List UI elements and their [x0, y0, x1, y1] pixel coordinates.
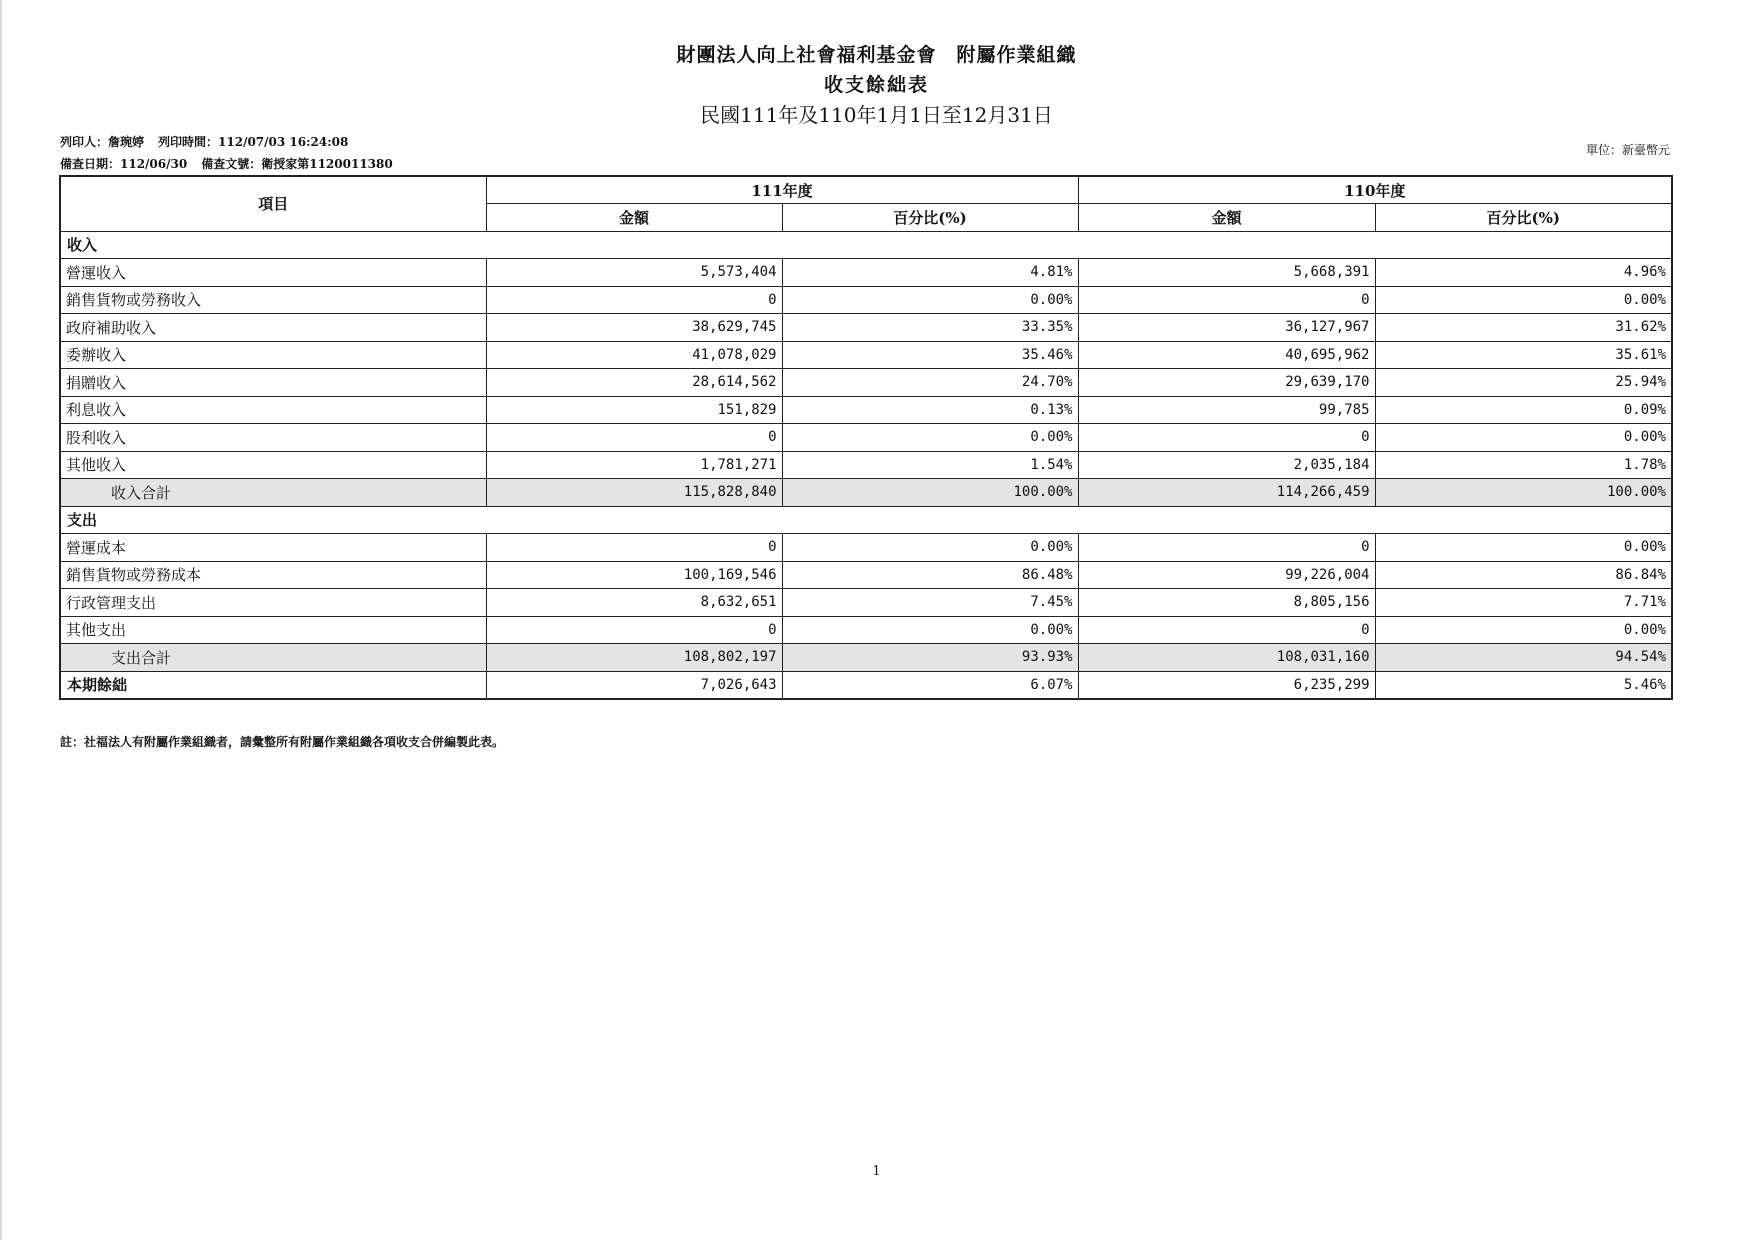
- percent-y1: 24.70%: [782, 369, 1078, 397]
- print-info: [60, 133, 362, 150]
- currency-unit: 單位：新臺幣元: [1585, 143, 1670, 157]
- net-surplus-row: [60, 671, 1672, 699]
- amount-y1: 0: [486, 424, 782, 452]
- table-row: [60, 561, 1672, 589]
- percent-y1: 100.00%: [782, 479, 1078, 507]
- year2-header: 110年度: [1078, 176, 1672, 204]
- amount-y1: 151,829: [486, 396, 782, 424]
- percent-y2: 0.00%: [1375, 286, 1672, 314]
- amount-y2: 2,035,184: [1078, 451, 1375, 479]
- table-row: [60, 534, 1672, 562]
- amount-y1: 38,629,745: [486, 314, 782, 342]
- amount-y2: 114,266,459: [1078, 479, 1375, 507]
- amount-y2: 108,031,160: [1078, 644, 1375, 672]
- table-row: [60, 286, 1672, 314]
- year1-header: 111年度: [486, 176, 1078, 204]
- row-label: 銷售貨物或勞務收入: [60, 286, 486, 314]
- amount-header-y2: 金額: [1078, 204, 1375, 232]
- filing-info: [60, 155, 407, 172]
- expense-section-row: [60, 506, 1672, 534]
- amount-y2: 40,695,962: [1078, 341, 1375, 369]
- percent-y1: 33.35%: [782, 314, 1078, 342]
- percent-header-y1: 百分比(%): [782, 204, 1078, 232]
- percent-y1: 0.00%: [782, 424, 1078, 452]
- percent-y1: 6.07%: [782, 671, 1078, 699]
- percent-y2: 25.94%: [1375, 369, 1672, 397]
- table-row: [60, 424, 1672, 452]
- percent-y1: 0.00%: [782, 286, 1078, 314]
- percent-y2: 4.96%: [1375, 259, 1672, 287]
- amount-y1: 0: [486, 616, 782, 644]
- percent-y1: 93.93%: [782, 644, 1078, 672]
- expense-total-row: [60, 644, 1672, 672]
- table-row: [60, 396, 1672, 424]
- percent-y2: 7.71%: [1375, 589, 1672, 617]
- amount-y1: 5,573,404: [486, 259, 782, 287]
- percent-y1: 4.81%: [782, 259, 1078, 287]
- row-label: 本期餘絀: [60, 671, 486, 699]
- row-label: 營運成本: [60, 534, 486, 562]
- row-label: 股利收入: [60, 424, 486, 452]
- amount-y1: 7,026,643: [486, 671, 782, 699]
- amount-y2: 6,235,299: [1078, 671, 1375, 699]
- percent-y2: 0.00%: [1375, 616, 1672, 644]
- income-total-row: [60, 479, 1672, 507]
- amount-y2: 99,226,004: [1078, 561, 1375, 589]
- amount-y1: 0: [486, 286, 782, 314]
- percent-y1: 0.00%: [782, 616, 1078, 644]
- org-title: 財團法人向上社會福利基金會 附屬作業組織: [676, 44, 1077, 66]
- amount-header-y1: 金額: [486, 204, 782, 232]
- percent-y2: 100.00%: [1375, 479, 1672, 507]
- percent-y2: 0.09%: [1375, 396, 1672, 424]
- amount-y2: 0: [1078, 286, 1375, 314]
- percent-y2: 0.00%: [1375, 424, 1672, 452]
- amount-y1: 28,614,562: [486, 369, 782, 397]
- row-label: 捐贈收入: [60, 369, 486, 397]
- row-label: 委辦收入: [60, 341, 486, 369]
- row-label: 營運收入: [60, 259, 486, 287]
- percent-y2: 35.61%: [1375, 341, 1672, 369]
- amount-y2: 36,127,967: [1078, 314, 1375, 342]
- scan-edge: [0, 0, 2, 1240]
- filing-doc: 備查文號：衛授家第1120011380: [201, 157, 393, 171]
- row-label: 行政管理支出: [60, 589, 486, 617]
- amount-y2: 29,639,170: [1078, 369, 1375, 397]
- report-period: 民國111年及110年1月1日至12月31日: [700, 103, 1053, 127]
- row-label: 利息收入: [60, 396, 486, 424]
- row-label: 其他收入: [60, 451, 486, 479]
- percent-y2: 1.78%: [1375, 451, 1672, 479]
- amount-y1: 0: [486, 534, 782, 562]
- table-row: [60, 451, 1672, 479]
- amount-y2: 99,785: [1078, 396, 1375, 424]
- amount-y1: 108,802,197: [486, 644, 782, 672]
- table-row: [60, 616, 1672, 644]
- row-label: 銷售貨物或勞務成本: [60, 561, 486, 589]
- income-statement-table: [59, 175, 1673, 700]
- percent-y2: 86.84%: [1375, 561, 1672, 589]
- percent-y2: 94.54%: [1375, 644, 1672, 672]
- amount-y1: 41,078,029: [486, 341, 782, 369]
- row-label: 政府補助收入: [60, 314, 486, 342]
- item-header: 項目: [60, 176, 486, 231]
- amount-y2: 0: [1078, 424, 1375, 452]
- row-label: 支出合計: [60, 644, 486, 672]
- page-number: 1: [872, 1164, 881, 1179]
- printer: 列印人：詹琬婷: [60, 135, 145, 149]
- amount-y1: 1,781,271: [486, 451, 782, 479]
- amount-y2: 0: [1078, 534, 1375, 562]
- income-section-label: 收入: [60, 231, 1672, 259]
- table-row: [60, 369, 1672, 397]
- amount-y2: 5,668,391: [1078, 259, 1375, 287]
- table-row: [60, 314, 1672, 342]
- percent-y1: 1.54%: [782, 451, 1078, 479]
- row-label: 其他支出: [60, 616, 486, 644]
- row-label: 收入合計: [60, 479, 486, 507]
- percent-header-y2: 百分比(%): [1375, 204, 1672, 232]
- amount-y2: 8,805,156: [1078, 589, 1375, 617]
- print-time: 列印時間：112/07/03 16:24:08: [158, 135, 349, 149]
- filing-date: 備查日期：112/06/30: [60, 157, 188, 171]
- income-section-row: [60, 231, 1672, 259]
- table-row: [60, 341, 1672, 369]
- percent-y2: 5.46%: [1375, 671, 1672, 699]
- percent-y1: 86.48%: [782, 561, 1078, 589]
- footnote: 註：社福法人有附屬作業組織者，請彙整所有附屬作業組織各項收支合併編製此表。: [60, 735, 505, 749]
- percent-y1: 0.00%: [782, 534, 1078, 562]
- percent-y2: 0.00%: [1375, 534, 1672, 562]
- percent-y2: 31.62%: [1375, 314, 1672, 342]
- percent-y1: 7.45%: [782, 589, 1078, 617]
- table-row: [60, 589, 1672, 617]
- percent-y1: 35.46%: [782, 341, 1078, 369]
- expense-section-label: 支出: [60, 506, 1672, 534]
- percent-y1: 0.13%: [782, 396, 1078, 424]
- amount-y1: 8,632,651: [486, 589, 782, 617]
- amount-y1: 115,828,840: [486, 479, 782, 507]
- amount-y1: 100,169,546: [486, 561, 782, 589]
- amount-y2: 0: [1078, 616, 1375, 644]
- report-title: 收支餘絀表: [823, 74, 929, 96]
- table-row: [60, 259, 1672, 287]
